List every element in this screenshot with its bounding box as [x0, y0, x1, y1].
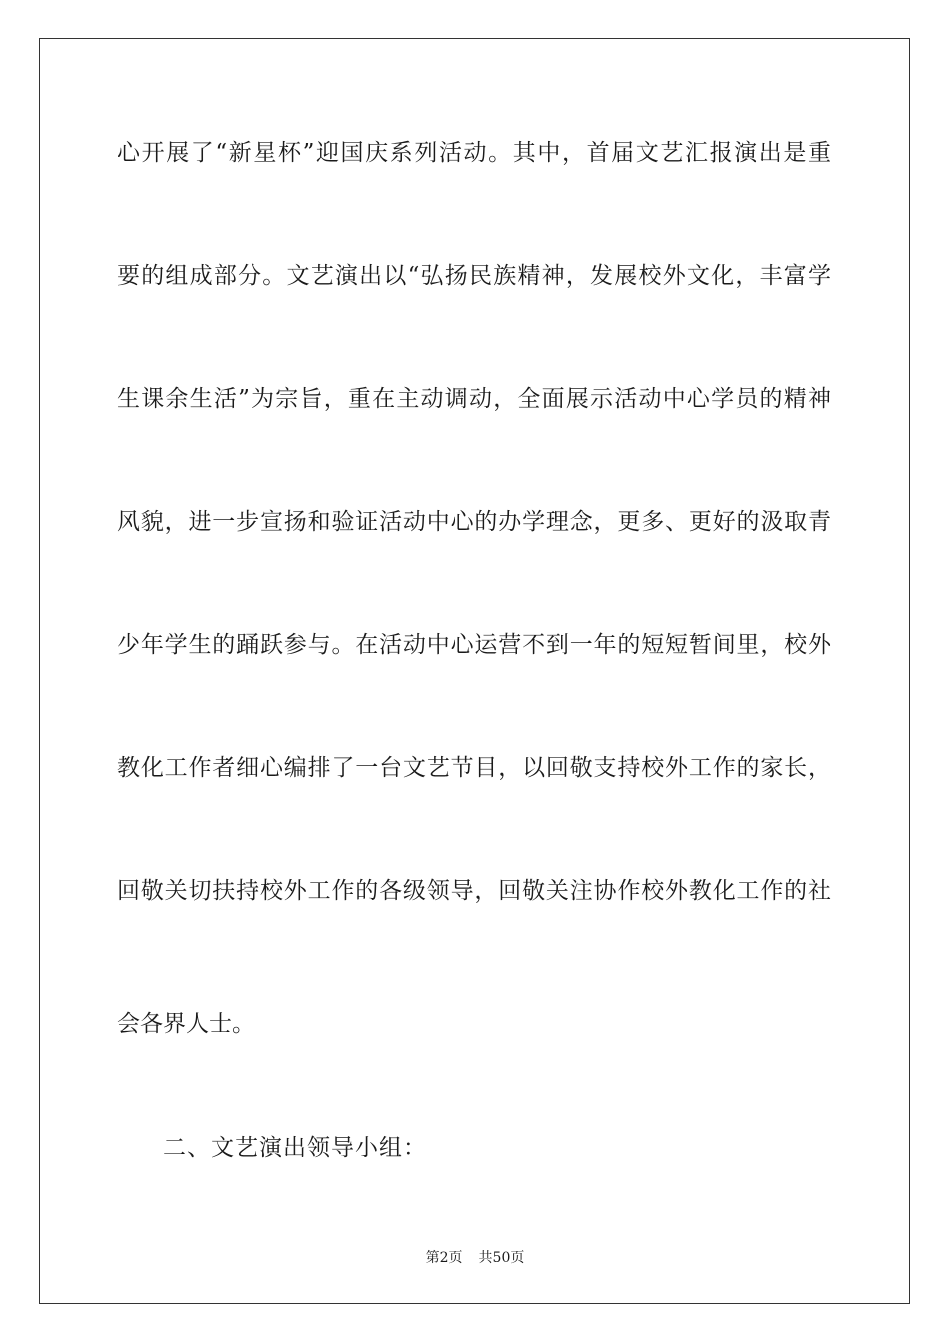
paragraph-line-7: 回敬关切扶持校外工作的各级领导，回敬关注协作校外教化工作的社 — [117, 878, 831, 904]
page-border — [39, 38, 910, 1304]
page-number-current: 第2页 — [425, 1250, 463, 1266]
paragraph-line-4: 风貌，进一步宣扬和验证活动中心的办学理念，更多、更好的汲取青 — [117, 509, 831, 535]
paragraph-line-8: 会各界人士。 — [117, 1011, 255, 1037]
paragraph-line-1: 心开展了“新星杯”迎国庆系列活动。其中，首届文艺汇报演出是重 — [117, 140, 831, 166]
page-footer — [0, 1247, 950, 1267]
page-number-total: 共50页 — [478, 1250, 525, 1266]
section-heading: 二、文艺演出领导小组： — [163, 1135, 427, 1161]
paragraph-line-5: 少年学生的踊跃参与。在活动中心运营不到一年的短短暂间里，校外 — [117, 632, 831, 658]
paragraph-line-2: 要的组成部分。文艺演出以“弘扬民族精神，发展校外文化，丰富学 — [117, 263, 831, 289]
paragraph-line-6: 教化工作者细心编排了一台文艺节目，以回敬支持校外工作的家长， — [117, 755, 831, 781]
paragraph-line-3: 生课余生活”为宗旨，重在主动调动，全面展示活动中心学员的精神 — [117, 386, 831, 412]
